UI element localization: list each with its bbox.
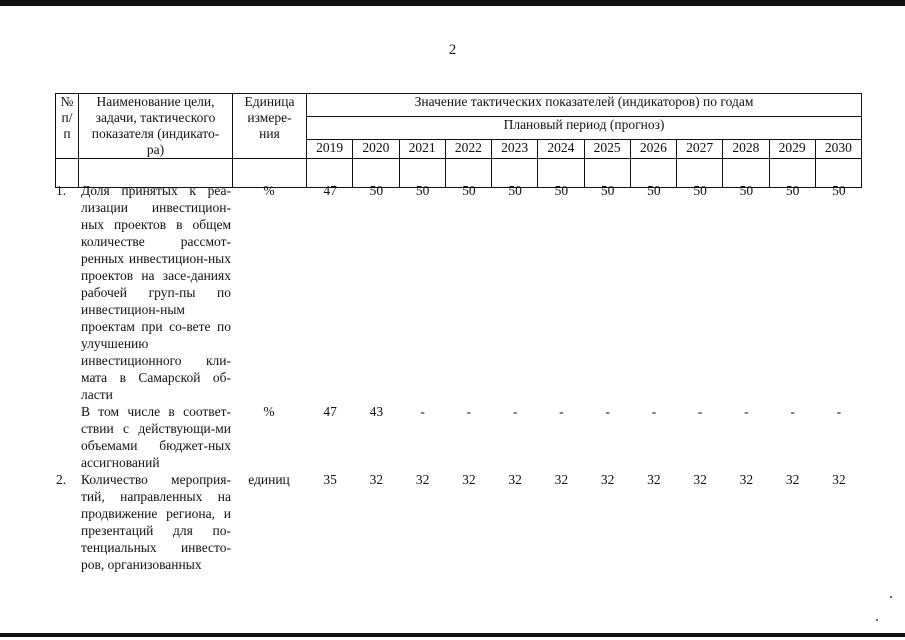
row-value: 32	[785, 472, 800, 487]
row-value: 32	[369, 472, 384, 487]
header-year: 2020	[353, 140, 399, 159]
page-number: 2	[448, 42, 457, 58]
row-value: 50	[647, 183, 661, 198]
row-value: 50	[415, 183, 430, 198]
header-year: 2027	[677, 140, 723, 159]
row-value: -	[466, 404, 472, 419]
row-value: -	[559, 404, 564, 419]
header-year: 2019	[307, 140, 353, 159]
table-row	[55, 403, 861, 471]
row-value: -	[651, 404, 657, 419]
indicator-table-header	[55, 93, 862, 188]
row-value: 47	[323, 404, 337, 419]
row-value: 35	[323, 472, 337, 487]
row-value: 50	[693, 183, 707, 198]
row-indicator-name: Доля принятых к реа-лизации инвестицион-ных проектов в общем количестве рассмот-ренных инвестицион-ных проектов на засе-даниях рабочей груп-пы по инвестицион-ным проектам при со-вете по улучшению инвестиционного кли-мата в Самарской об-ласти	[81, 183, 231, 402]
row-value: 32	[739, 472, 754, 487]
header-col-values: Значение тактических показателей (индикаторов) по годам	[307, 94, 862, 117]
row-value: -	[790, 404, 795, 419]
scan-border-top	[0, 0, 905, 6]
header-col-number: № п/п	[56, 94, 79, 159]
row-indicator-name: В том числе в соответ-ствии с действующи-ми объемами бюджет-ных ассигнований	[81, 404, 231, 470]
row-value: -	[836, 404, 842, 419]
row-value: 32	[647, 472, 661, 487]
header-year: 2025	[584, 140, 630, 159]
header-year: 2029	[769, 140, 815, 159]
row-value: -	[605, 404, 610, 419]
header-col-unit: Единица измере- ния	[233, 94, 307, 159]
row-value: -	[697, 404, 703, 419]
row-value: 43	[369, 404, 384, 419]
row-number: 2.	[56, 472, 67, 487]
row-value: -	[420, 404, 425, 419]
header-year: 2022	[445, 140, 491, 159]
row-unit: %	[263, 404, 275, 419]
row-value: 32	[462, 472, 476, 487]
scan-speck	[876, 619, 878, 621]
row-value: 32	[554, 472, 569, 487]
row-value: 32	[832, 472, 846, 487]
table-row	[55, 182, 861, 403]
header-col-period: Плановый период (прогноз)	[307, 117, 862, 140]
row-value: 50	[739, 183, 754, 198]
row-value: 32	[415, 472, 430, 487]
header-col-name: Наименование цели, задачи, тактического показателя (индикато- ра)	[79, 94, 233, 159]
scan-border-bottom	[0, 633, 905, 637]
header-year: 2023	[492, 140, 538, 159]
header-year: 2028	[723, 140, 769, 159]
row-values	[307, 182, 862, 199]
row-values	[307, 403, 862, 420]
row-value: 50	[369, 183, 384, 198]
row-value: 50	[462, 183, 476, 198]
row-value: -	[744, 404, 749, 419]
row-value: 50	[785, 183, 800, 198]
row-value: 32	[508, 472, 522, 487]
row-value: 32	[600, 472, 615, 487]
indicator-table-body	[55, 182, 861, 573]
row-unit: %	[263, 183, 275, 198]
row-value: 50	[508, 183, 522, 198]
row-indicator-name: Количество мероприя-тий, направленных на продвижение региона, и презентаций для по-тенциальных инвесто-ров, организованных	[81, 472, 231, 572]
row-unit: единиц	[248, 472, 290, 487]
row-value: -	[512, 404, 518, 419]
table-row	[55, 471, 861, 573]
header-year: 2024	[538, 140, 584, 159]
row-value: 32	[693, 472, 707, 487]
scan-speck	[890, 596, 892, 598]
row-value: 50	[554, 183, 569, 198]
row-value: 50	[600, 183, 615, 198]
row-value: 50	[832, 183, 846, 198]
row-number: 1.	[56, 183, 67, 198]
row-values	[307, 471, 862, 488]
row-value: 47	[323, 183, 337, 198]
header-year: 2030	[815, 140, 861, 159]
header-year: 2026	[630, 140, 676, 159]
header-year: 2021	[399, 140, 445, 159]
